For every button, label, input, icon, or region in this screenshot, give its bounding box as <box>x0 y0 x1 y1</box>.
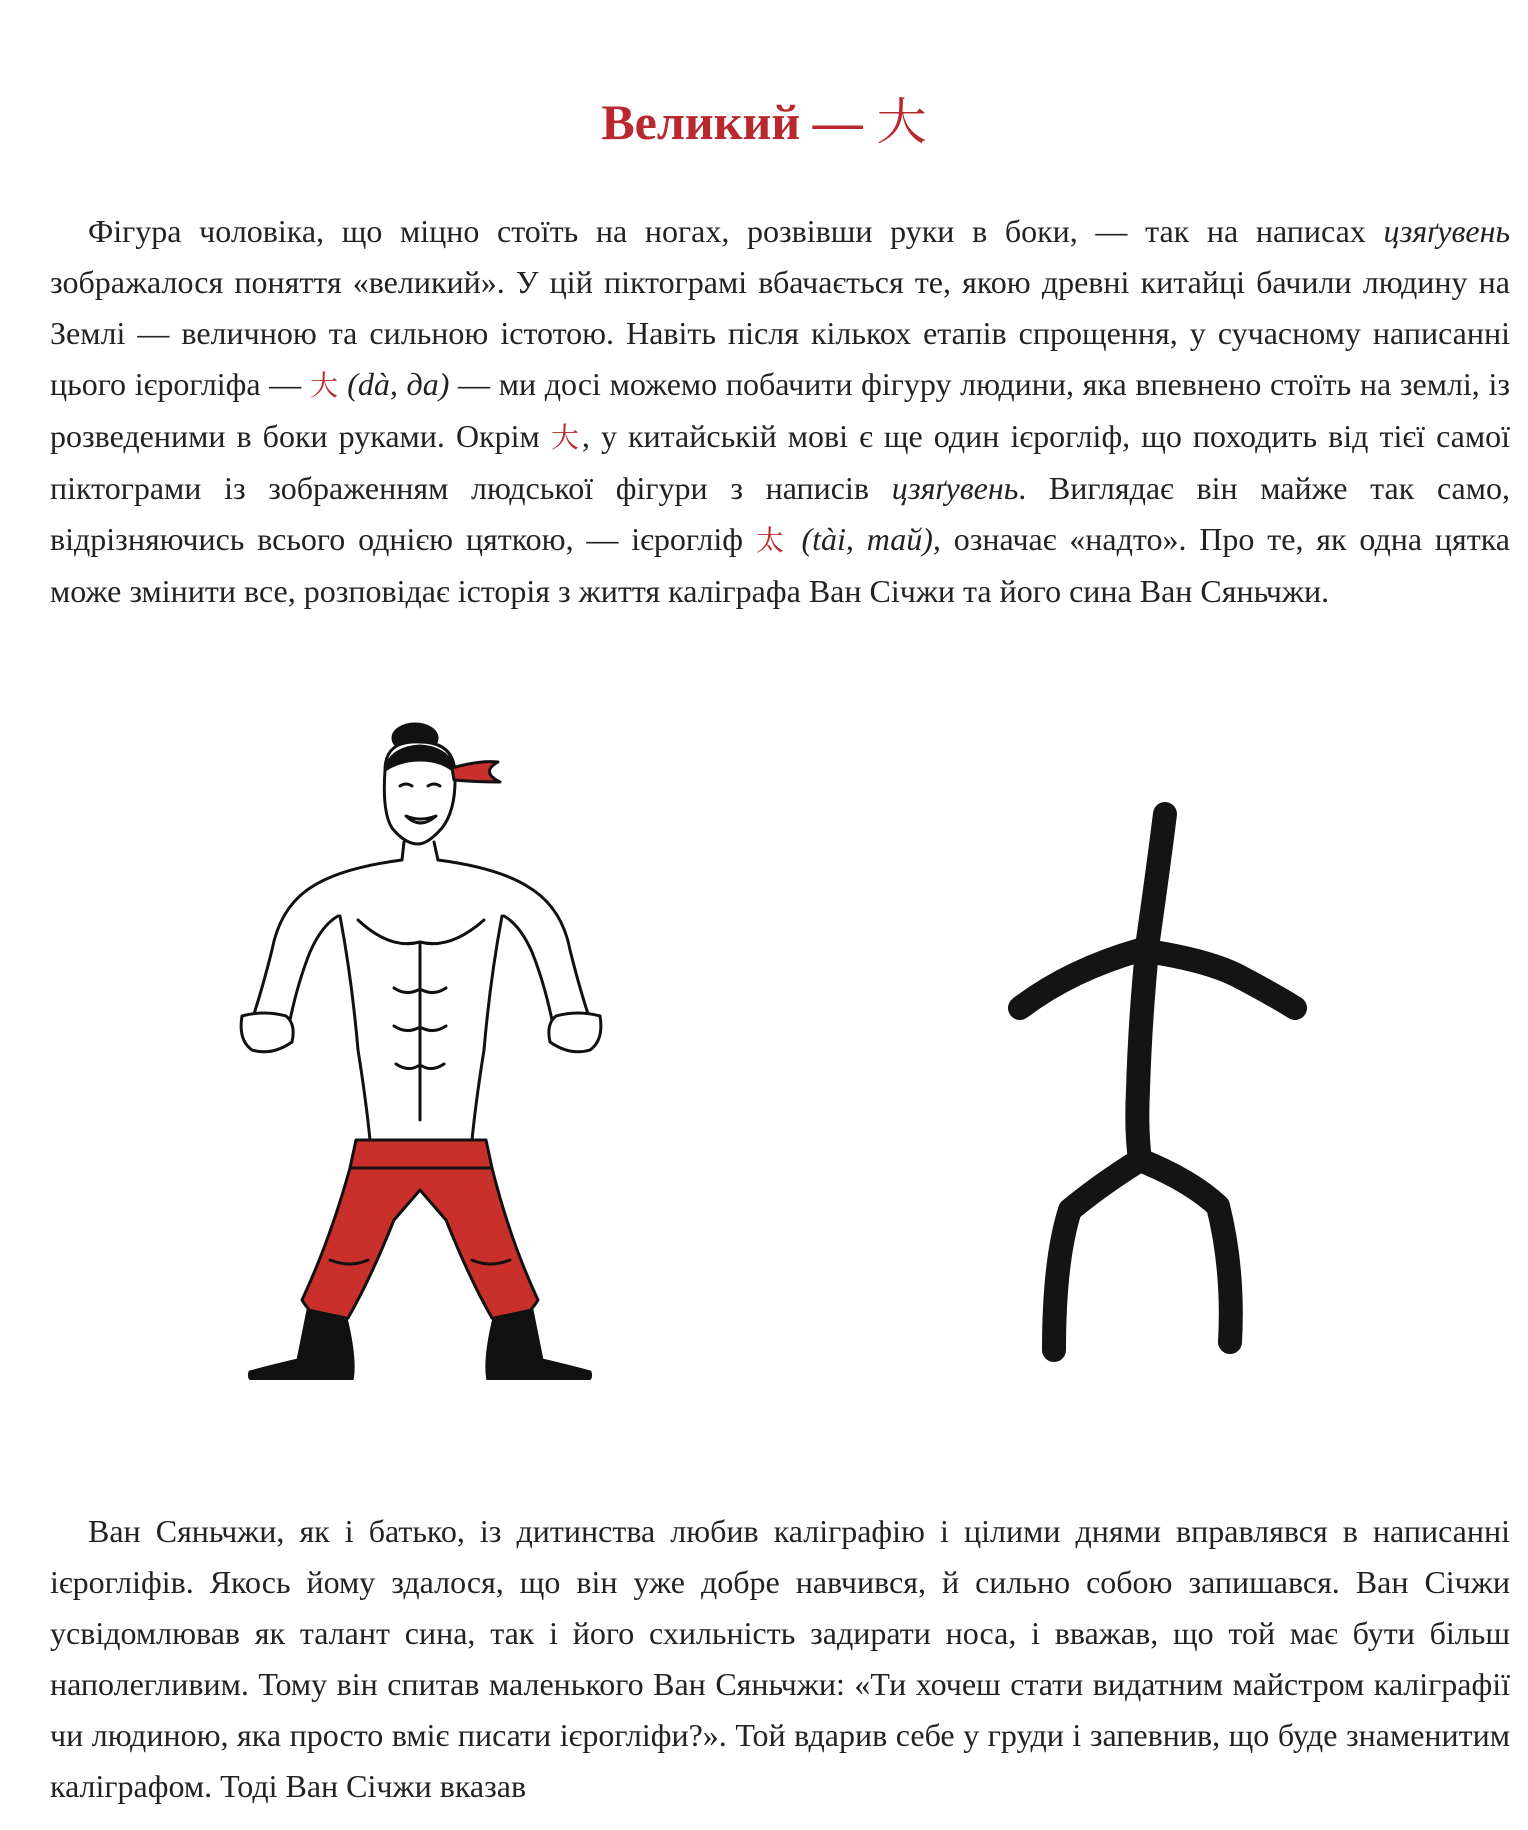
page-title-text: Великий — <box>601 94 863 150</box>
p1-s4: , у китайській мові є ще один ієрогліф, що походить від тієї самої піктограми із зображенням людської фігури з написів <box>50 418 1510 506</box>
p1-s1: Фігура чоловіка, що міцно стоїть на ногах, розвівши руки в боки, — так на написах <box>88 213 1384 249</box>
p1-pron-da: (dà, да) <box>338 366 450 402</box>
oracle-bone-da-glyph-icon <box>990 790 1320 1390</box>
p1-s6: означає «надто». Про те, як одна цятка може змінити все, розповідає історія з життя каліграфа Ван Січжи та його сина Ван Сяньчжи. <box>50 521 1511 609</box>
p1-s5: . Виглядає він майже так само, відрізняючись всього однією цяткою, — ієрогліф <box>50 470 1511 557</box>
p1-pron-tai: (tài, тай), <box>788 521 941 557</box>
p1-jiaguwen-1: цзяґувень <box>1383 213 1510 249</box>
paragraph-story: Ван Сяньчжи, як і батько, із дитинства любив каліграфію і цілими днями вправлявся в написанні ієрогліфів. Якось йому здалося, що він уже добре навчився, й сильно собою запишався. Ван Січжи усвідомлював як талант сина, так і його схильність задирати носа, і вважав, що той має бути більш наполегливим. Тому він спитав маленького Ван Сяньчжи: «Ти хочеш стати видатним майстром каліграфії чи людиною, яка просто вміє писати ієрогліфи?». Той вдарив себе у груди і запевнив, що буде знаменитим каліграфом. Тоді Ван Січжи вказав <box>50 1513 1510 1804</box>
p1-s3: — ми досі можемо побачити фігуру людини, яка впевнено стоїть на землі, із розведеними в боки руками. Окрім <box>50 366 1510 454</box>
page-title-glyph: 大 <box>876 93 927 151</box>
p1-jiaguwen-2: цзяґувень <box>891 470 1019 506</box>
p1-hanzi-da-2: 大 <box>550 421 582 454</box>
p1-hanzi-tai: 太 <box>755 524 789 557</box>
man-standing-arms-out-icon <box>180 720 670 1380</box>
page-title <box>0 92 1528 152</box>
p1-hanzi-da-1: 大 <box>309 369 339 402</box>
paragraph-intro <box>50 206 1510 617</box>
p1-s2: зображалося поняття «великий». У цій піктограмі вбачається те, якою древні китайці бачили людину на Землі — величною та сильною істотою. Навіть після кількох етапів спрощення, у сучасному написанні цього ієрогліфа — <box>50 264 1510 402</box>
